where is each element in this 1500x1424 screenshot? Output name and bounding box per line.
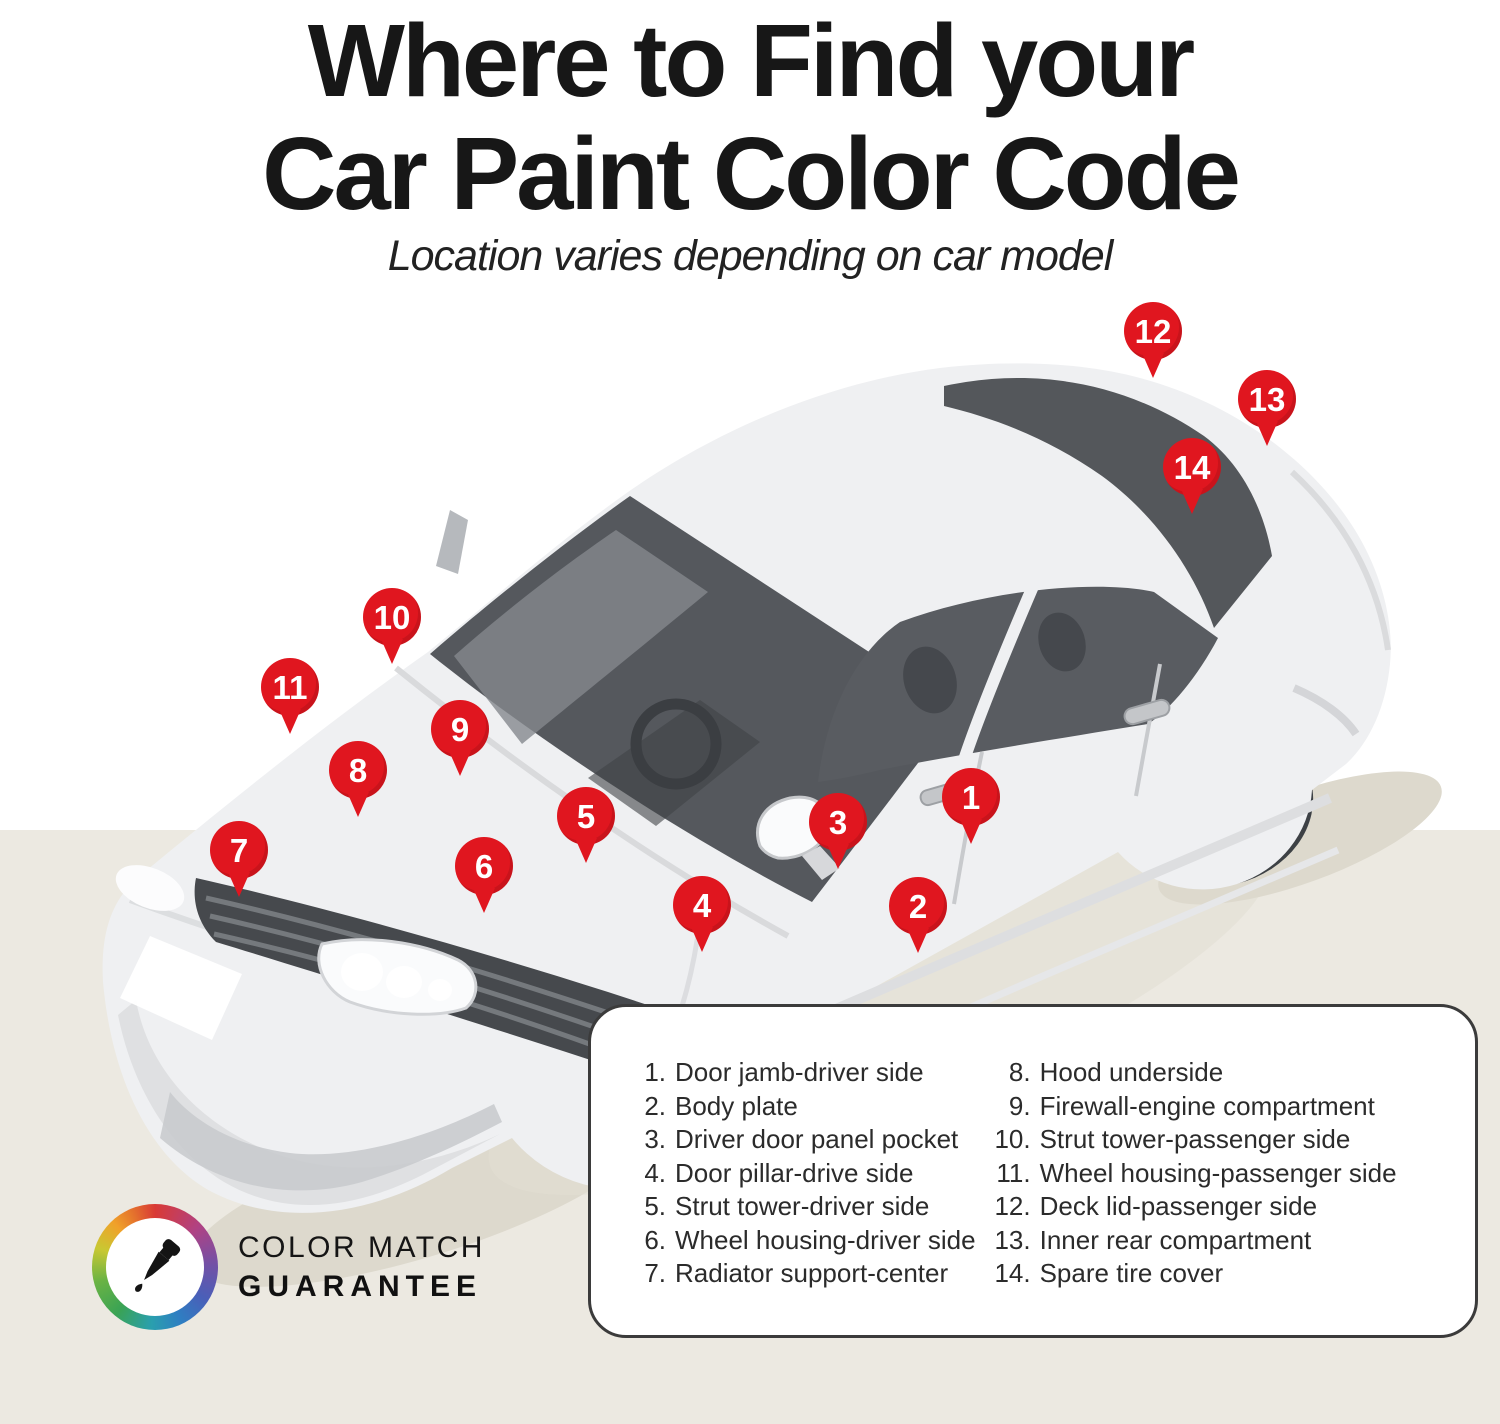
badge-text (238, 1231, 485, 1304)
legend-item-label: Strut tower-passenger side (1039, 1124, 1351, 1154)
pin-number: 6 (474, 847, 494, 885)
legend-item-number: 13. (994, 1224, 1031, 1255)
legend-item-label: Strut tower-driver side (675, 1191, 930, 1221)
pin-circle (673, 876, 731, 934)
pin-number: 5 (576, 797, 596, 835)
legend-item-number: 9. (1008, 1090, 1031, 1121)
legend-item-number: 11. (996, 1157, 1031, 1188)
legend-list (635, 1057, 1449, 1292)
location-pin-3 (809, 793, 867, 869)
pin-tail-icon (473, 888, 495, 913)
badge-inner-circle (106, 1218, 204, 1316)
legend-item-label: Hood underside (1039, 1057, 1224, 1087)
location-pin-13 (1238, 370, 1296, 446)
title-line-1: Where to Find your (307, 3, 1193, 118)
pin-number: 9 (450, 710, 470, 748)
location-pin-4 (673, 876, 731, 952)
legend-item-label: Wheel housing-driver side (675, 1224, 976, 1255)
pin-tail-icon (1181, 489, 1203, 514)
legend-item-number: 7. (644, 1258, 666, 1288)
pin-number: 14 (1173, 448, 1211, 486)
location-pin-6 (455, 837, 513, 913)
pin-circle (1124, 302, 1182, 360)
pin-tail-icon (691, 927, 713, 952)
pin-circle (1163, 438, 1221, 496)
pin-number: 4 (692, 886, 712, 924)
pin-circle (455, 837, 513, 895)
pin-number: 12 (1134, 312, 1172, 350)
pin-circle (210, 821, 268, 879)
pin-number: 2 (908, 887, 928, 925)
legend-item-number: 10. (994, 1124, 1031, 1154)
location-pin-7 (210, 821, 268, 897)
pin-circle (942, 768, 1000, 826)
title-line-2: Car Paint Color Code (262, 116, 1238, 232)
location-pin-1 (942, 768, 1000, 844)
legend-item-label: Driver door panel pocket (675, 1124, 959, 1154)
legend-item-label: Radiator support-center (675, 1258, 949, 1288)
legend-item-number: 4. (644, 1157, 666, 1188)
location-pin-5 (557, 787, 615, 863)
legend-item-label: Wheel housing-passenger side (1039, 1157, 1397, 1188)
pin-number: 13 (1248, 380, 1286, 418)
legend-item-number: 5. (644, 1191, 666, 1221)
pin-tail-icon (1256, 421, 1278, 446)
pin-circle (431, 700, 489, 758)
location-pin-14 (1163, 438, 1221, 514)
pin-tail-icon (279, 709, 301, 734)
pin-circle (261, 658, 319, 716)
badge-line-1: COLOR MATCH (238, 1230, 485, 1264)
pin-number: 10 (373, 598, 411, 636)
pin-tail-icon (347, 792, 369, 817)
color-wheel-ring (92, 1204, 218, 1330)
legend-item-number: 14. (994, 1258, 1031, 1288)
legend-item-label: Door jamb-driver side (675, 1057, 924, 1087)
legend-item-number: 12. (994, 1191, 1031, 1221)
legend-item-label: Firewall-engine compartment (1039, 1090, 1375, 1121)
legend-item-label: Body plate (675, 1090, 798, 1121)
pin-tail-icon (575, 838, 597, 863)
legend-item-number: 8. (1008, 1057, 1031, 1087)
location-pin-11 (261, 658, 319, 734)
pin-tail-icon (960, 819, 982, 844)
location-pin-12 (1124, 302, 1182, 378)
legend-item-label: Door pillar-drive side (675, 1157, 914, 1188)
pin-circle (557, 787, 615, 845)
legend-item-number: 3. (644, 1124, 666, 1154)
pin-circle (809, 793, 867, 851)
pin-tail-icon (907, 928, 929, 953)
page-subtitle: Location varies depending on car model (387, 232, 1113, 280)
pin-tail-icon (228, 872, 250, 897)
legend-item-label: Deck lid-passenger side (1039, 1191, 1318, 1221)
color-match-badge (92, 1204, 485, 1330)
location-pin-8 (329, 741, 387, 817)
pin-tail-icon (381, 639, 403, 664)
pin-circle (1238, 370, 1296, 428)
pin-number: 7 (229, 831, 249, 869)
eyedropper-icon (119, 1231, 191, 1303)
pin-number: 8 (348, 751, 368, 789)
location-pin-2 (889, 877, 947, 953)
pin-tail-icon (449, 751, 471, 776)
pin-circle (363, 588, 421, 646)
location-pin-9 (431, 700, 489, 776)
pin-number: 3 (828, 803, 848, 841)
pin-number: 11 (272, 668, 308, 706)
legend-item-number: 1. (644, 1057, 666, 1087)
location-pin-10 (363, 588, 421, 664)
legend-card (588, 1004, 1478, 1338)
pin-circle (889, 877, 947, 935)
pin-tail-icon (1142, 353, 1164, 378)
badge-line-2: GUARANTEE (238, 1269, 483, 1303)
pin-circle (329, 741, 387, 799)
legend-item-number: 2. (644, 1090, 666, 1121)
pin-number: 1 (961, 778, 981, 816)
legend-item-number: 6. (644, 1224, 666, 1255)
legend-item-label: Spare tire cover (1039, 1258, 1224, 1288)
pin-tail-icon (827, 844, 849, 869)
legend-item-label: Inner rear compartment (1039, 1224, 1312, 1255)
